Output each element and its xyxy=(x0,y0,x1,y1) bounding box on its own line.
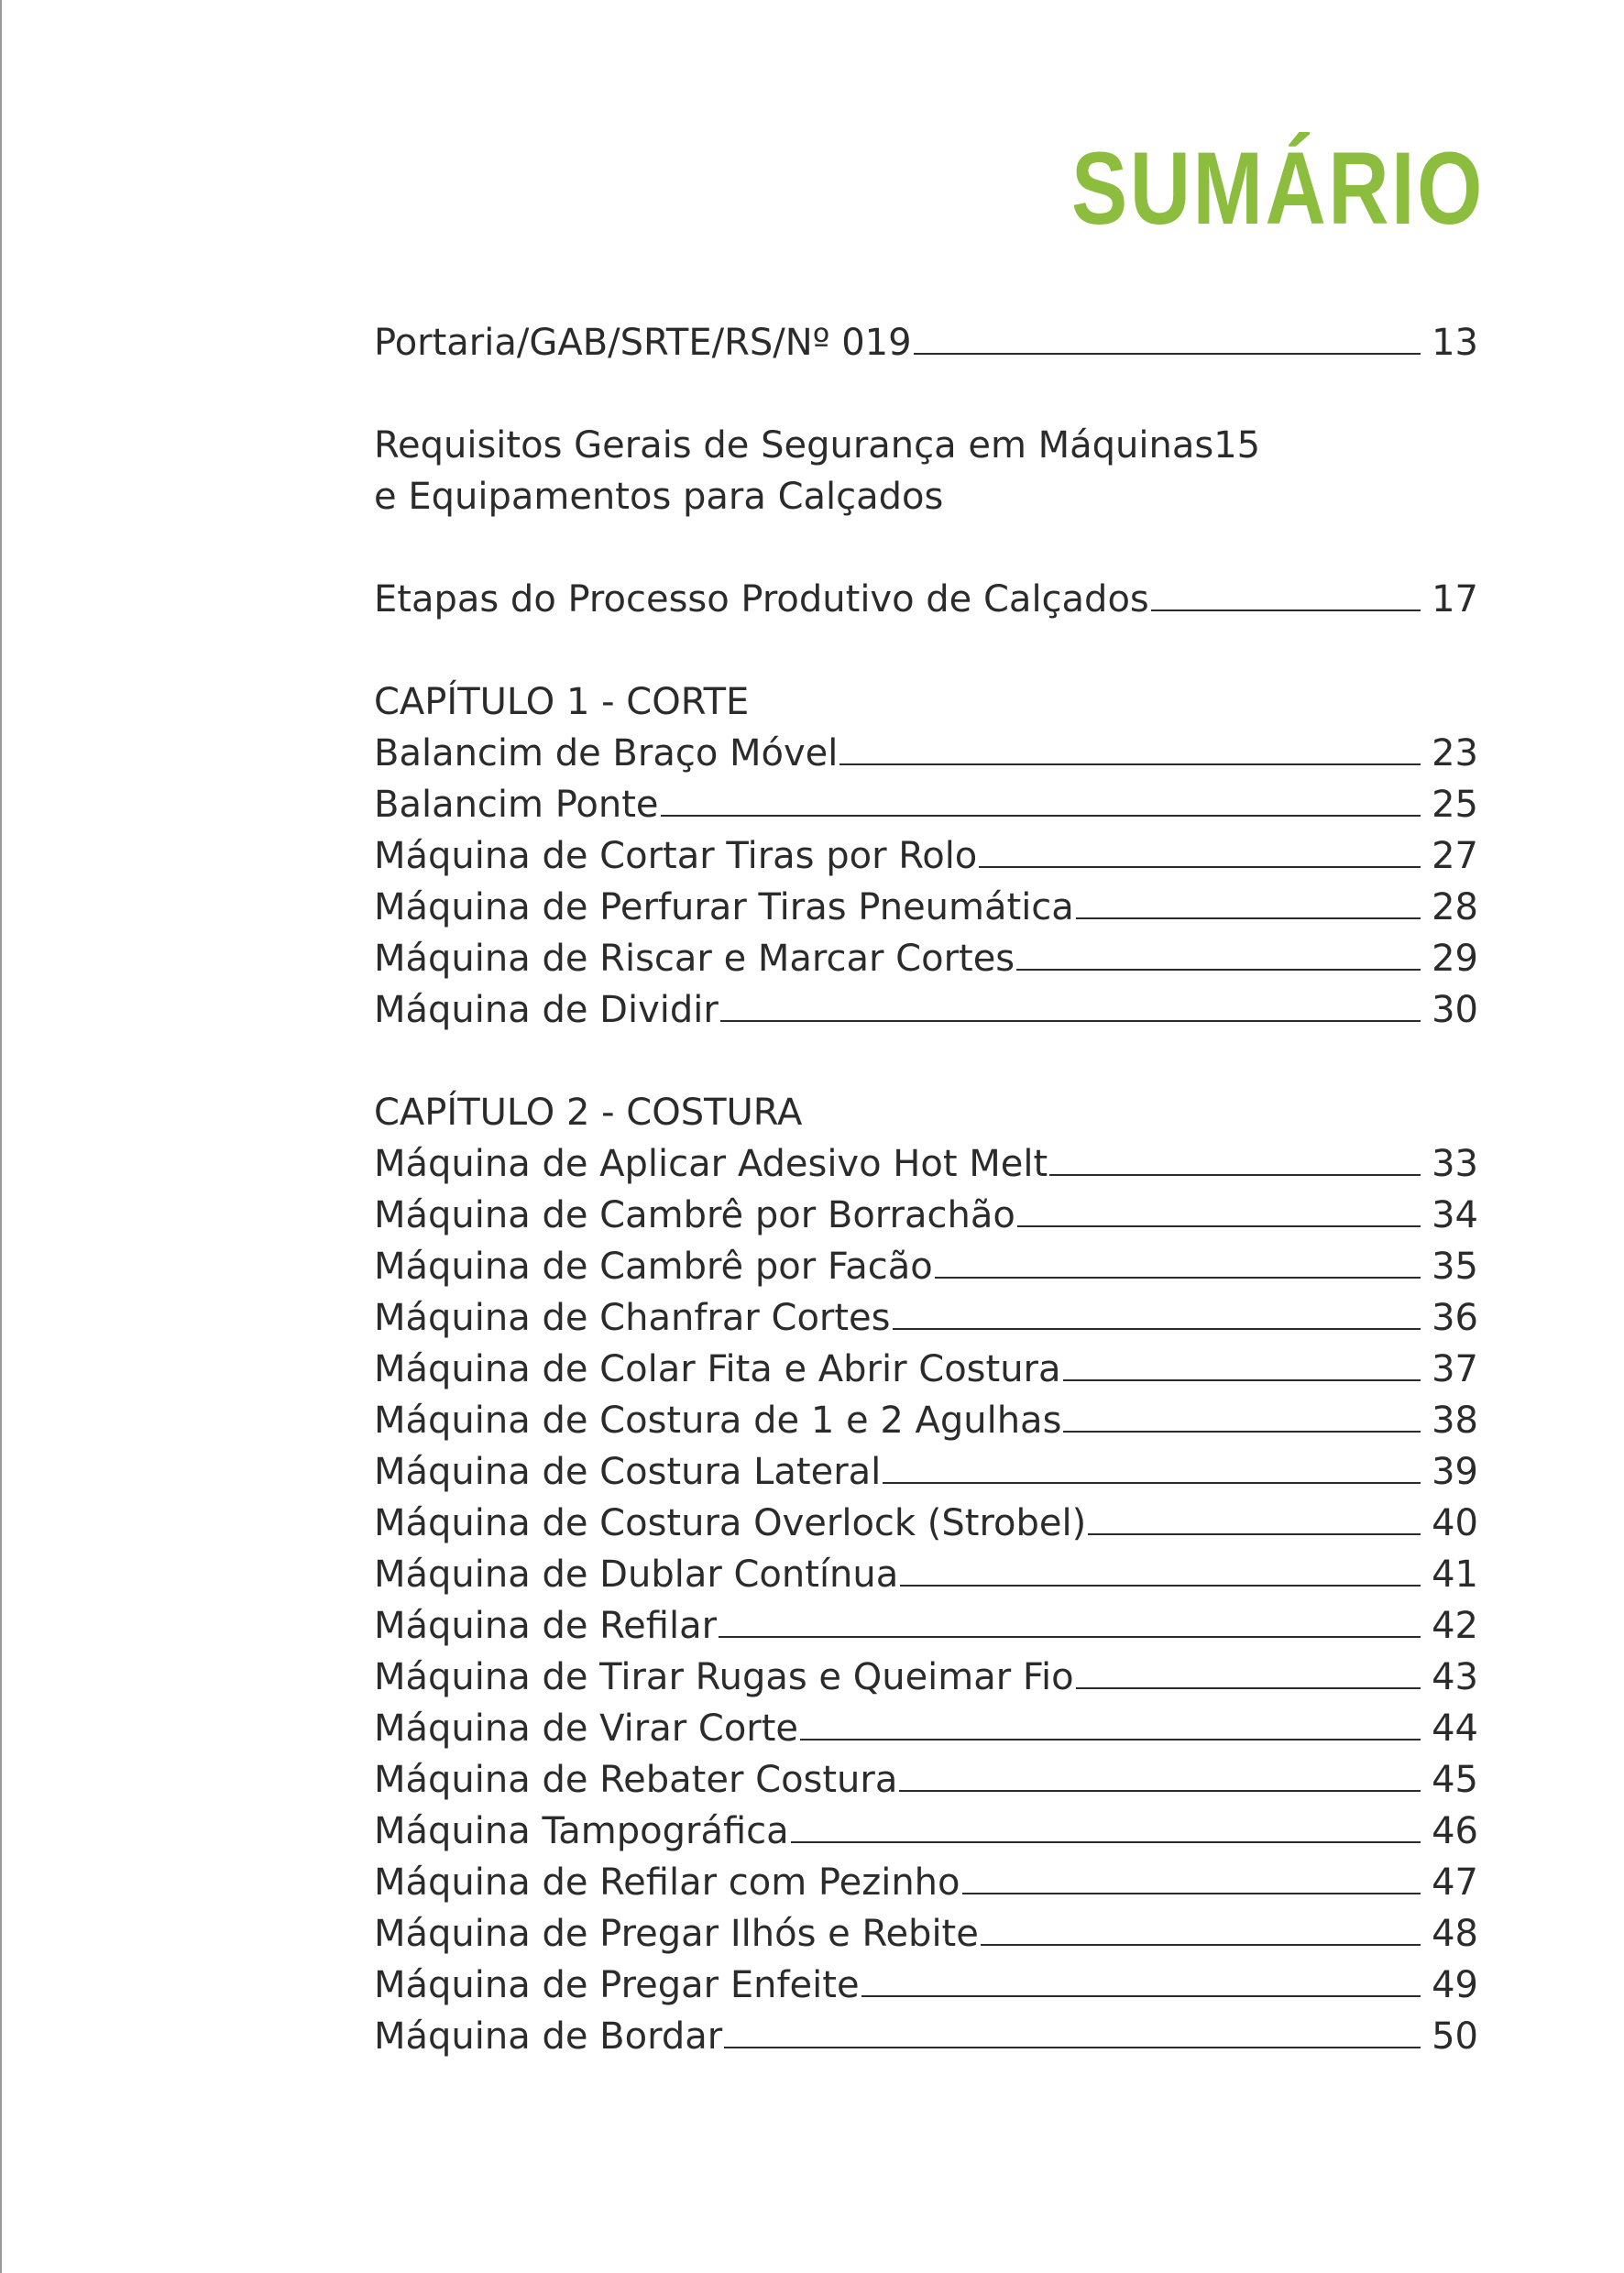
toc-entry-label: Máquina de Rebater Costura xyxy=(374,1759,898,1801)
toc-entry[interactable] xyxy=(374,1806,1478,1857)
toc-entry-label: Máquina de Pregar Enfeite xyxy=(374,1964,860,2006)
toc-leader-line xyxy=(719,1636,1421,1638)
chapter-2-heading: CAPÍTULO 2 - COSTURA xyxy=(374,1092,803,1134)
toc-leader-line xyxy=(800,1739,1421,1740)
toc-leader-line xyxy=(720,1020,1421,1022)
toc-entry[interactable] xyxy=(374,1960,1478,2011)
toc-leader-line xyxy=(1151,609,1421,611)
toc-leader-line xyxy=(791,1841,1421,1843)
toc-page-number: 33 xyxy=(1432,1143,1478,1185)
toc-leader-line xyxy=(724,2047,1421,2048)
toc-entry[interactable] xyxy=(374,830,1478,882)
toc-entry[interactable] xyxy=(374,1857,1478,1908)
toc-entry-label: Máquina de Refilar com Pezinho xyxy=(374,1861,960,1904)
toc-entry[interactable] xyxy=(374,1549,1478,1600)
toc-page-number: 40 xyxy=(1432,1502,1478,1544)
toc-page-number: 27 xyxy=(1432,835,1478,877)
toc-entry[interactable] xyxy=(374,882,1478,933)
toc-entry-requisitos[interactable] xyxy=(374,420,1478,522)
toc-leader-line xyxy=(900,1585,1421,1587)
toc-entry-etapas[interactable] xyxy=(374,574,1478,625)
toc-leader-line xyxy=(1076,1687,1421,1689)
table-of-contents xyxy=(374,317,1478,2062)
toc-leader-line xyxy=(893,1328,1421,1330)
toc-page-number: 38 xyxy=(1432,1400,1478,1442)
toc-entry[interactable] xyxy=(374,2011,1478,2062)
spacer xyxy=(374,522,1478,574)
toc-entry[interactable] xyxy=(374,728,1478,779)
toc-leader-line xyxy=(1076,917,1421,919)
toc-page-number: 47 xyxy=(1432,1861,1478,1904)
toc-leader-line xyxy=(935,1277,1421,1279)
toc-entry-label: Portaria/GAB/SRTE/RS/Nº 019 xyxy=(374,322,912,364)
toc-entry[interactable] xyxy=(374,1190,1478,1241)
toc-leader-line xyxy=(1063,1379,1421,1381)
spacer xyxy=(374,368,1478,420)
toc-page-number: 50 xyxy=(1432,2015,1478,2058)
toc-page-number: 35 xyxy=(1432,1246,1478,1288)
toc-entry[interactable] xyxy=(374,779,1478,830)
toc-page-number: 17 xyxy=(1432,578,1478,620)
chapter-2-entries xyxy=(374,1138,1478,2062)
toc-page-number: 46 xyxy=(1432,1810,1478,1852)
chapter-1-heading: CAPÍTULO 1 - CORTE xyxy=(374,681,750,723)
toc-entry[interactable] xyxy=(374,1498,1478,1549)
page-title: SUMÁRIO xyxy=(1071,131,1485,246)
toc-leader-line xyxy=(914,353,1421,355)
toc-entry[interactable] xyxy=(374,1241,1478,1292)
toc-page-number: 43 xyxy=(1432,1656,1478,1698)
toc-page-number: 44 xyxy=(1432,1707,1478,1750)
toc-entry[interactable] xyxy=(374,1703,1478,1754)
toc-page-number: 25 xyxy=(1432,784,1478,826)
toc-leader-line xyxy=(661,815,1421,817)
toc-entry[interactable] xyxy=(374,1292,1478,1344)
toc-leader-line xyxy=(1063,1431,1421,1433)
toc-leader-line xyxy=(1017,1225,1421,1227)
toc-entry-label: Máquina de Dividir xyxy=(374,989,719,1031)
toc-leader-line xyxy=(1049,1174,1421,1176)
toc-entry-label: Máquina de Costura Lateral xyxy=(374,1451,882,1493)
toc-entry[interactable] xyxy=(374,1344,1478,1395)
toc-entry-label: Máquina de Tirar Rugas e Queimar Fio xyxy=(374,1656,1074,1698)
toc-entry-label: Máquina de Cortar Tiras por Rolo xyxy=(374,835,978,877)
toc-entry[interactable] xyxy=(374,1908,1478,1960)
toc-entry-label: Balancim de Braço Móvel xyxy=(374,732,839,774)
toc-page-number: 42 xyxy=(1432,1605,1478,1647)
toc-leader-line xyxy=(979,866,1421,868)
toc-leader-line xyxy=(1016,969,1421,971)
toc-page-number: 13 xyxy=(1432,322,1478,364)
toc-leader-line xyxy=(861,1995,1421,1997)
toc-page-number: 23 xyxy=(1432,732,1478,774)
toc-entry[interactable] xyxy=(374,933,1478,984)
toc-entry-label-continuation: e Equipamentos para Calçados xyxy=(374,476,944,518)
toc-page-number: 15 xyxy=(1213,424,1261,467)
toc-entry-label: Etapas do Processo Produtivo de Calçados xyxy=(374,578,1149,620)
toc-page-number: 41 xyxy=(1432,1554,1478,1596)
chapter-1-entries xyxy=(374,728,1478,1036)
toc-page-number: 39 xyxy=(1432,1451,1478,1493)
toc-leader-line xyxy=(981,1944,1421,1946)
toc-entry-portaria[interactable] xyxy=(374,317,1478,368)
toc-page-number: 48 xyxy=(1432,1913,1478,1955)
toc-entry-label: Máquina de Bordar xyxy=(374,2015,723,2058)
toc-entry[interactable] xyxy=(374,1652,1478,1703)
toc-entry-label: Máquina de Dublar Contínua xyxy=(374,1554,899,1596)
toc-page-number: 36 xyxy=(1432,1297,1478,1339)
toc-entry-label: Balancim Ponte xyxy=(374,784,659,826)
toc-entry-label: Máquina Tampográfica xyxy=(374,1810,789,1852)
toc-entry[interactable] xyxy=(374,984,1478,1036)
toc-entry-label: Máquina de Virar Corte xyxy=(374,1707,799,1750)
toc-leader-line xyxy=(839,763,1421,765)
toc-page-number: 37 xyxy=(1432,1348,1478,1390)
toc-entry[interactable] xyxy=(374,1446,1478,1498)
toc-leader-line xyxy=(883,1482,1421,1484)
toc-entry-label: Máquina de Colar Fita e Abrir Costura xyxy=(374,1348,1061,1390)
toc-page-number: 29 xyxy=(1432,938,1478,980)
toc-page-number: 45 xyxy=(1432,1759,1478,1801)
toc-entry-label: Requisitos Gerais de Segurança em Máquinas xyxy=(374,424,1214,467)
toc-page-number: 30 xyxy=(1432,989,1478,1031)
toc-entry-label: Máquina de Chanfrar Cortes xyxy=(374,1297,891,1339)
spacer xyxy=(374,1036,1478,1087)
toc-entry-label: Máquina de Perfurar Tiras Pneumática xyxy=(374,886,1074,928)
toc-entry-label: Máquina de Refilar xyxy=(374,1605,718,1647)
toc-entry-label: Máquina de Costura Overlock (Strobel) xyxy=(374,1502,1087,1544)
toc-leader-line xyxy=(962,1893,1421,1894)
toc-entry[interactable] xyxy=(374,1395,1478,1446)
toc-entry[interactable] xyxy=(374,1600,1478,1652)
toc-entry-label: Máquina de Costura de 1 e 2 Agulhas xyxy=(374,1400,1062,1442)
toc-leader-line xyxy=(899,1790,1421,1792)
toc-entry-label: Máquina de Cambrê por Borrachão xyxy=(374,1194,1015,1236)
toc-page-number: 49 xyxy=(1432,1964,1478,2006)
spacer xyxy=(374,625,1478,676)
toc-entry-label: Máquina de Cambrê por Facão xyxy=(374,1246,933,1288)
toc-entry-label: Máquina de Pregar Ilhós e Rebite xyxy=(374,1913,979,1955)
toc-leader-line xyxy=(1088,1533,1421,1535)
toc-page-number: 34 xyxy=(1432,1194,1478,1236)
toc-entry-label: Máquina de Aplicar Adesivo Hot Melt xyxy=(374,1143,1048,1185)
toc-page-number: 28 xyxy=(1432,886,1478,928)
toc-entry-label: Máquina de Riscar e Marcar Cortes xyxy=(374,938,1015,980)
toc-entry[interactable] xyxy=(374,1754,1478,1806)
toc-entry[interactable] xyxy=(374,1138,1478,1190)
